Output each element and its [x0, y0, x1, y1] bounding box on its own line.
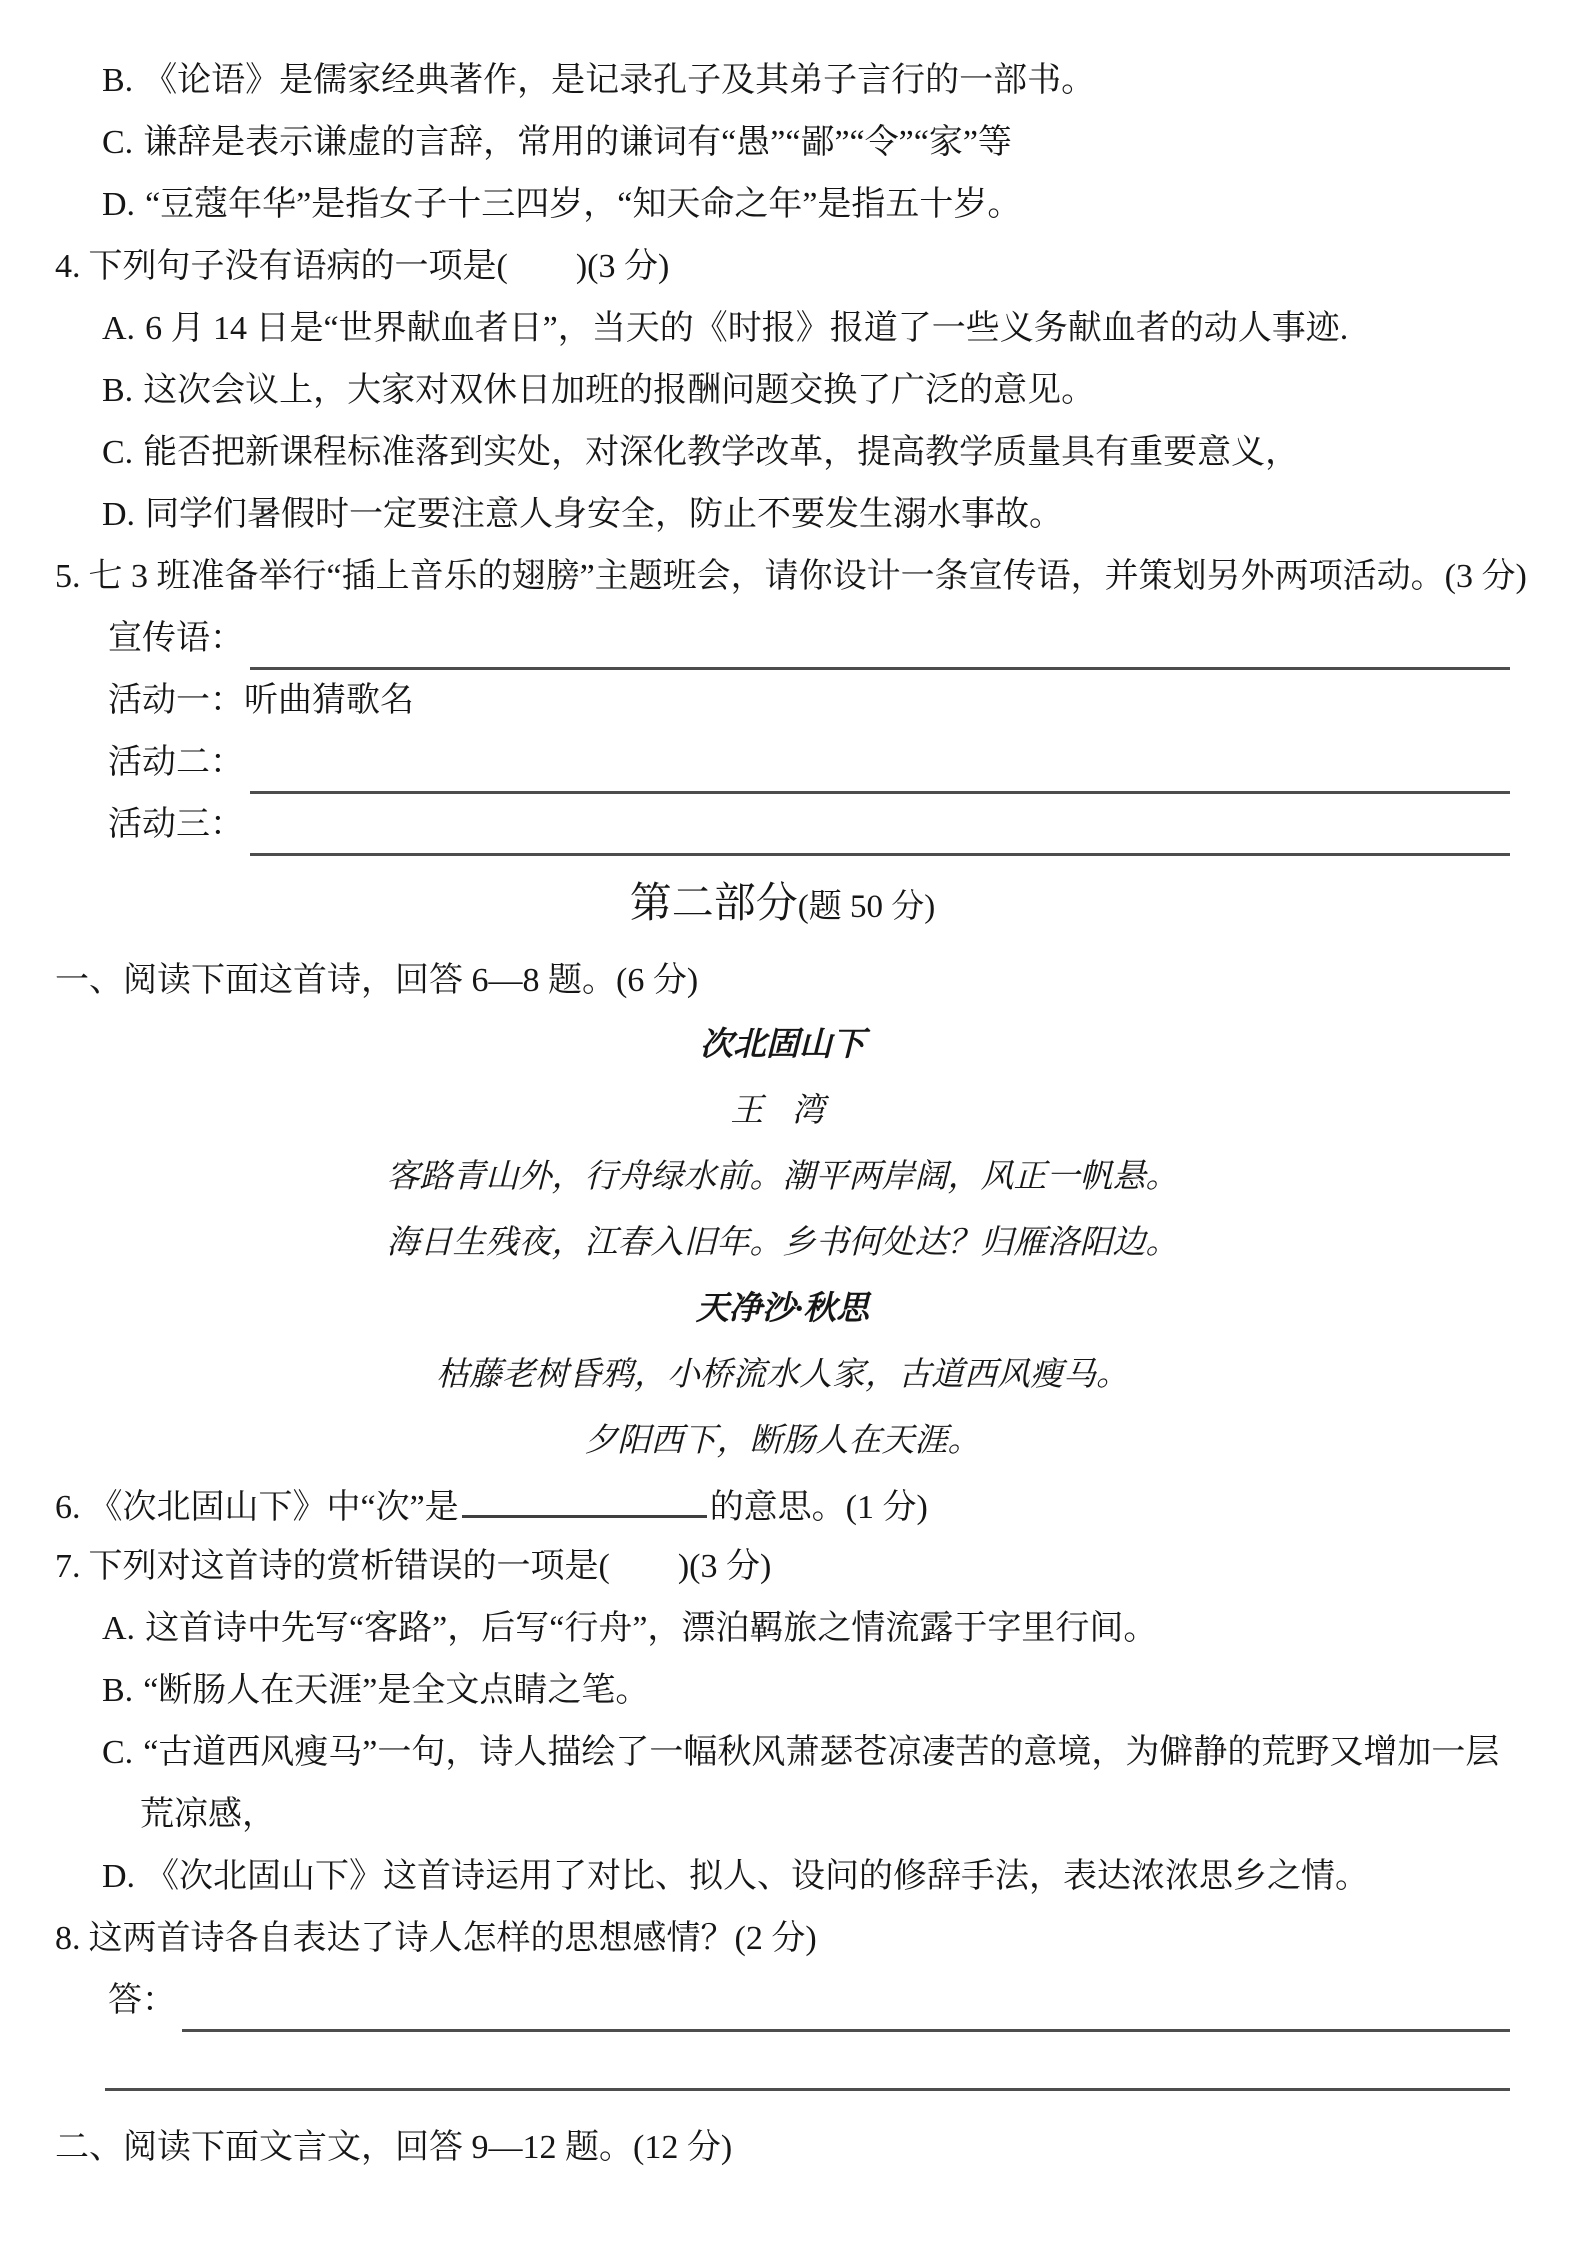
q7-option-b [55, 1660, 1510, 1722]
question-text: 《次北固山下》中“次”是 [88, 1489, 459, 1526]
question-number: 8. [55, 1920, 81, 1957]
option-text: 同学们暑假时一定要注意人身安全，防止不要发生溺水事故。 [145, 496, 1064, 533]
option-label: B. [102, 372, 134, 409]
question-text: 的意思。(1 分) [709, 1489, 928, 1526]
q5-stem [55, 546, 1527, 608]
q8-answer-blank[interactable] [182, 1982, 1510, 2032]
question-text: 七 3 班准备举行“插上音乐的翅膀”主题班会，请你设计一条宣传语，并策划另外两项活动。(3 分) [88, 558, 1527, 595]
question-text: 下列对这首诗的赏析错误的一项是( )(3 分) [88, 1548, 772, 1585]
q7-option-a [55, 1598, 1510, 1660]
q8-answer-line2[interactable] [105, 2088, 1510, 2091]
q7-option-c [55, 1722, 1510, 1846]
part2-heading [55, 862, 1510, 946]
poem1-line: 客路青山外，行舟绿水前。潮平两岸阔，风正一帆悬。 [386, 1159, 1179, 1195]
q4-option-b [55, 360, 1510, 422]
q6-answer-blank[interactable] [462, 1474, 707, 1518]
question-text: 下列句子没有语病的一项是( )(3 分) [88, 248, 670, 285]
option-label: A. [102, 310, 136, 347]
q4-option-a [55, 298, 1510, 360]
section2-header: 二、阅读下面文言文，回答 9—12 题。(12 分) [55, 2129, 733, 2166]
q4-stem [55, 236, 1510, 298]
field-label: 活动三： [108, 806, 244, 843]
question-number: 7. [55, 1548, 81, 1585]
q8-stem [55, 1908, 1510, 1970]
answer-label: 答： [108, 1982, 176, 2019]
q5-slogan-blank[interactable] [250, 620, 1510, 670]
option-text: 6 月 14 日是“世界献血者日”，当天的《时报》报道了一些义务献血者的动人事迹. [145, 310, 1349, 347]
q3-option-b [55, 50, 1510, 112]
option-label: A. [102, 1610, 136, 1647]
option-text: “古道西风瘦马”一句，诗人描绘了一幅秋风萧瑟苍凉凄苦的意境，为僻静的荒野又增加一层荒凉感， [140, 1734, 1500, 1833]
section1-header: 一、阅读下面这首诗，回答 6—8 题。(6 分) [55, 962, 699, 999]
q7-stem [55, 1536, 1510, 1598]
option-text: 《次北固山下》这首诗运用了对比、拟人、设问的修辞手法，表达浓浓思乡之情。 [145, 1858, 1370, 1895]
poem1-title: 次北固山下 [700, 1027, 865, 1063]
option-text: “豆蔻年华”是指女子十三四岁，“知天命之年”是指五十岁。 [145, 186, 1022, 223]
question-number: 6. [55, 1489, 81, 1526]
field-label: 活动二： [108, 744, 244, 781]
option-text: 谦辞是表示谦虚的言辞，常用的谦词有“愚”“鄙”“令”“家”等 [143, 124, 1012, 161]
q5-activity2-blank[interactable] [250, 744, 1510, 794]
q4-option-d [55, 484, 1510, 546]
q5-activity2-row [55, 732, 1510, 794]
q8-answer-row [55, 1970, 1510, 2032]
option-text: 这次会议上，大家对双休日加班的报酬问题交换了广泛的意见。 [143, 372, 1096, 409]
q3-option-c [55, 112, 1510, 174]
option-label: D. [102, 1858, 136, 1895]
field-label: 活动一： [108, 682, 244, 719]
poem1-author: 王 湾 [730, 1093, 835, 1129]
option-text: “断肠人在天涯”是全文点睛之笔。 [143, 1672, 650, 1709]
option-label: D. [102, 496, 136, 533]
option-label: C. [102, 1734, 134, 1771]
poem2-line: 枯藤老树昏鸦，小桥流水人家，古道西风瘦马。 [436, 1357, 1129, 1393]
part2-score-note: (题 50 分) [797, 889, 936, 925]
q5-slogan-row [55, 608, 1510, 670]
option-label: C. [102, 124, 134, 161]
field-label: 宣传语： [108, 620, 244, 657]
q7-option-d [55, 1846, 1510, 1908]
option-label: B. [102, 62, 134, 99]
option-text: 《论语》是儒家经典著作，是记录孔子及其弟子言行的一部书。 [143, 62, 1096, 99]
part2-title: 第二部分 [629, 881, 798, 927]
poem2-line: 夕阳西下，断肠人在天涯。 [584, 1423, 981, 1459]
q3-option-d [55, 174, 1510, 236]
question-number: 5. [55, 558, 81, 595]
poem1-line: 海日生残夜，江春入旧年。乡书何处达？归雁洛阳边。 [386, 1225, 1179, 1261]
q5-activity3-blank[interactable] [250, 806, 1510, 856]
question-text: 这两首诗各自表达了诗人怎样的思想感情？(2 分) [88, 1920, 817, 1957]
option-text: 这首诗中先写“客路”，后写“行舟”，漂泊羁旅之情流露于字里行间。 [145, 1610, 1158, 1647]
q6-stem [55, 1474, 1510, 1536]
q4-option-c [55, 422, 1510, 484]
option-label: D. [102, 186, 136, 223]
option-label: B. [102, 1672, 134, 1709]
option-text: 能否把新课程标准落到实处，对深化教学改革，提高教学质量具有重要意义， [143, 434, 1300, 471]
q5-activity1-row [55, 670, 1510, 732]
option-label: C. [102, 434, 134, 471]
poem2-title: 天净沙·秋思 [695, 1291, 870, 1327]
question-number: 4. [55, 248, 81, 285]
field-value: 听曲猜歌名 [244, 682, 414, 719]
q5-activity3-row [55, 794, 1510, 856]
